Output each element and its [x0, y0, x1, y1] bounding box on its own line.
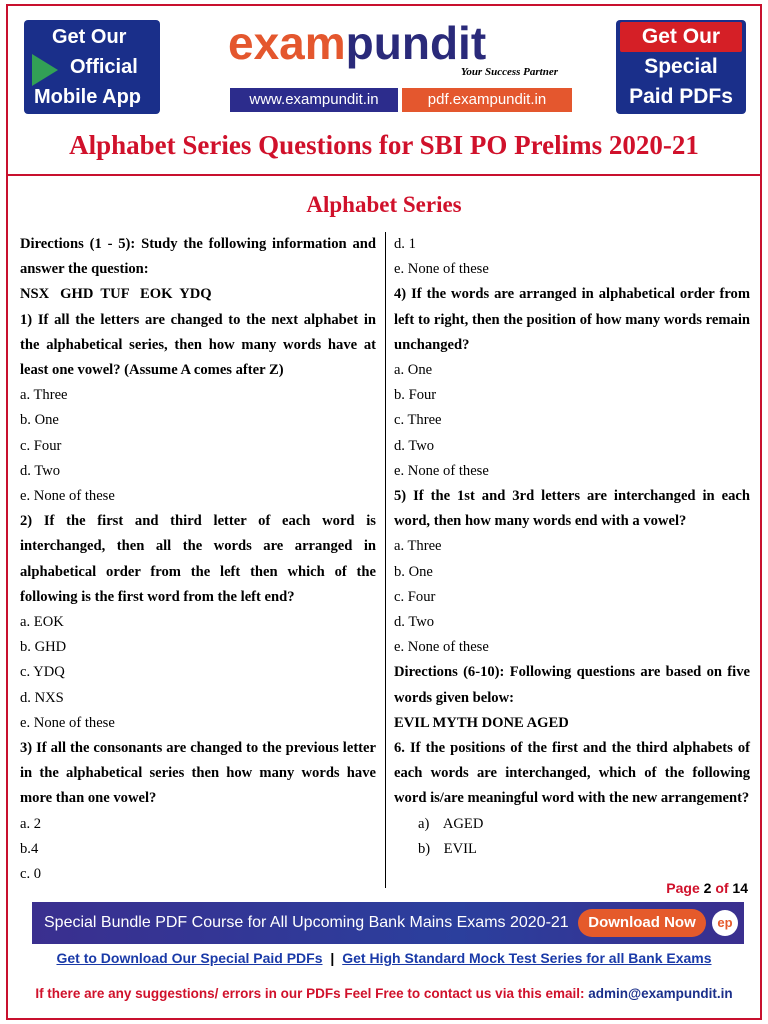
- paid-badge-line-2: Special: [644, 55, 718, 78]
- link-separator: |: [330, 950, 335, 966]
- q4-option-c: c. Three: [394, 412, 442, 429]
- paid-pdfs-badge[interactable]: [616, 20, 746, 114]
- q4-option-b: b. Four: [394, 387, 437, 404]
- q3-option-e: e. None of these: [394, 261, 489, 278]
- q5-option-e: e. None of these: [394, 639, 489, 656]
- q3-option-b: b.4: [20, 840, 39, 857]
- bundle-promo-banner[interactable]: [32, 902, 744, 944]
- directions-1-5-line-1: Directions (1 - 5): Study the following information and: [20, 236, 376, 252]
- q1-option-d: d. Two: [20, 462, 61, 479]
- logo-tagline: Your Success Partner: [460, 66, 558, 78]
- mock-test-link[interactable]: Get High Standard Mock Test Series for all Bank Exams: [342, 950, 712, 966]
- footer-links: [8, 950, 760, 966]
- q4-option-e: e. None of these: [394, 462, 489, 479]
- q3-option-c: c. 0: [20, 866, 42, 883]
- paid-badge-line-3: Paid PDFs: [629, 85, 733, 108]
- directions-6-10: Directions (6-10): Following questions are based on five words given below:: [394, 664, 750, 706]
- page-number: [666, 880, 748, 896]
- q4-option-d: d. Two: [394, 437, 435, 454]
- exampundit-logo: [228, 18, 568, 88]
- q5-option-d: d. Two: [394, 614, 435, 631]
- page-frame: [6, 4, 762, 1020]
- pdf-url-link[interactable]: pdf.exampundit.in: [402, 88, 572, 112]
- q1-option-b: b. One: [20, 412, 59, 429]
- word-set-2: EVIL MYTH DONE AGED: [394, 714, 569, 731]
- q3-option-d: d. 1: [394, 236, 416, 252]
- paid-pdfs-link[interactable]: Get to Download Our Special Paid PDFs: [56, 950, 323, 966]
- q2-option-a: a. EOK: [20, 614, 64, 631]
- q6-option-b-label: b): [418, 840, 431, 857]
- q5-option-b: b. One: [394, 563, 433, 580]
- q6-option-a: [394, 812, 750, 837]
- document-title: Alphabet Series Questions for SBI PO Prelims 2020-21: [69, 130, 699, 160]
- q6-option-b: [394, 837, 750, 862]
- q1-option-a: a. Three: [20, 387, 68, 404]
- contact-text: If there are any suggestions/ errors in our PDFs Feel Free to contact us via this email:: [35, 986, 585, 1001]
- banner-text: Special Bundle PDF Course for All Upcoming Bank Mains Exams 2020-21: [44, 914, 569, 931]
- left-column: [20, 232, 376, 887]
- app-badge-line-2: Official: [70, 56, 138, 78]
- q5-option-c: c. Four: [394, 588, 436, 605]
- q6-option-a-text: AGED: [442, 815, 484, 832]
- paid-badge-line-1: Get Our: [620, 22, 742, 52]
- section-title: Alphabet Series: [306, 192, 462, 217]
- contact-email-link[interactable]: admin@exampundit.in: [588, 986, 733, 1001]
- site-url-link[interactable]: www.exampundit.in: [230, 88, 398, 112]
- q2-option-c: c. YDQ: [20, 664, 65, 681]
- page-header: [8, 6, 760, 176]
- question-4: 4) If the words are arranged in alphabetical order from left to right, then the position of how many words remain unchanged?: [394, 286, 750, 353]
- app-badge-line-3: Mobile App: [34, 86, 142, 108]
- question-2: 2) If the first and third letter of each word is interchanged, then all the words are arranged in alphabetical order from the left then which of the following is the first word from the left end?: [20, 513, 376, 605]
- mobile-app-badge[interactable]: [24, 20, 160, 114]
- q2-option-e: e. None of these: [20, 714, 115, 731]
- q6-option-b-text: EVIL: [443, 840, 477, 857]
- question-3: 3) If all the consonants are changed to the previous letter in the alphabetical series then how many words have more than one vowel?: [20, 740, 376, 807]
- question-5: 5) If the 1st and 3rd letters are interchanged in each word, then how many words end with a vowel?: [394, 488, 750, 530]
- q1-option-c: c. Four: [20, 437, 62, 454]
- q4-option-a: a. One: [394, 362, 433, 379]
- page-of: of: [715, 880, 729, 896]
- q3-option-a: a. 2: [20, 815, 42, 832]
- directions-1-5-line-2: answer the question:: [20, 261, 149, 278]
- page-prefix: Page: [666, 880, 700, 896]
- logo-exam: exam: [228, 17, 346, 69]
- word-set-1: NSX GHD TUF EOK YDQ: [20, 286, 212, 303]
- q2-option-b: b. GHD: [20, 639, 67, 656]
- ep-logo-icon: ep: [712, 910, 738, 936]
- page-total: 14: [732, 880, 748, 896]
- right-column: [394, 232, 750, 862]
- question-6: 6. If the positions of the first and the third alphabets of each words are interchanged, which of the following word is/are meaningful word with the new arrangement?: [394, 740, 750, 807]
- page-current: 2: [703, 880, 712, 896]
- q5-option-a: a. Three: [394, 538, 442, 555]
- q6-option-a-label: a): [418, 815, 430, 832]
- question-1: 1) If all the letters are changed to the next alphabet in the alphabetical series, then how many words have at least one vowel? (Assume A comes after Z): [20, 311, 376, 379]
- download-now-button[interactable]: Download Now: [578, 909, 706, 937]
- logo-pundit: pundit: [345, 17, 487, 69]
- column-divider: [385, 232, 386, 888]
- q2-option-d: d. NXS: [20, 689, 64, 706]
- app-badge-line-1: Get Our: [52, 26, 127, 48]
- contact-line: [8, 986, 760, 1001]
- q1-option-e: e. None of these: [20, 488, 115, 505]
